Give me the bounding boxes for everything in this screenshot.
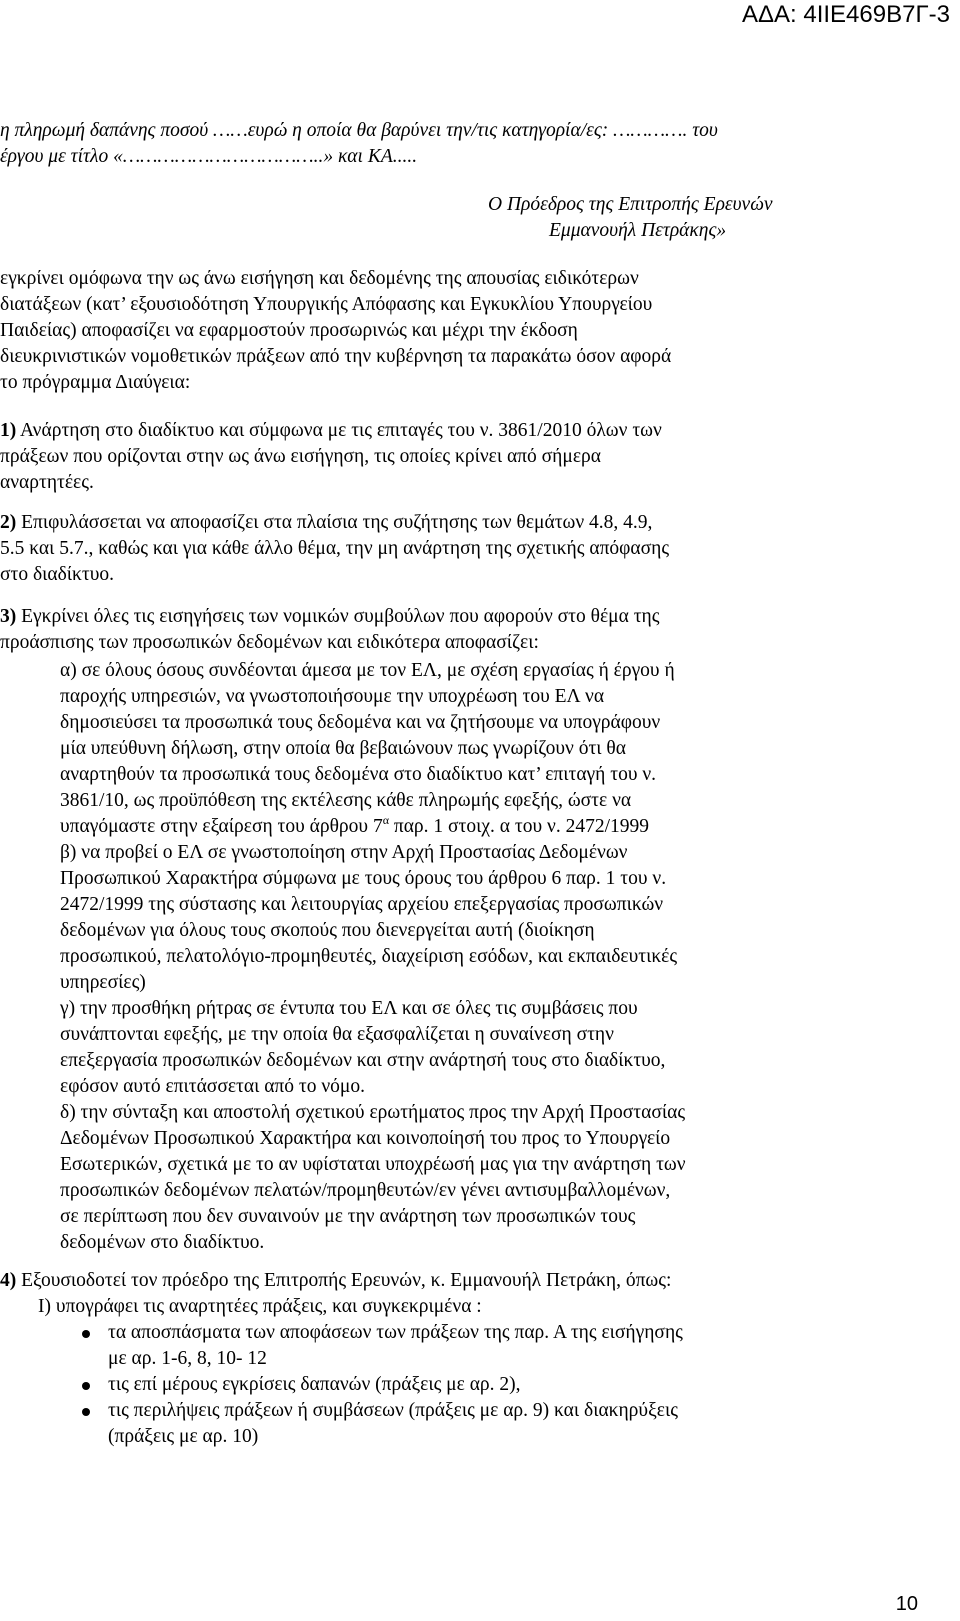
bullet-item-line: τα αποσπάσματα των αποφάσεων των πράξεων της παρ. Α της εισήγησης: [108, 1322, 683, 1343]
item-4-text: Εξουσιοδοτεί τον πρόεδρο της Επιτροπής Ερευνών, κ. Εμμανουήλ Πετράκη, όπως:: [16, 1270, 672, 1291]
bullet-item-line: τις επί μέρους εγκρίσεις δαπανών (πράξεις με αρ. 2),: [108, 1374, 521, 1395]
item-3d-line: προσωπικών δεδομένων πελατών/προμηθευτών/εν γένει αντισυμβαλλομένων,: [60, 1180, 671, 1201]
item-4-number: 4): [0, 1270, 17, 1291]
item-3a-line: δημοσιεύσει τα προσωπικά τους δεδομένα και να ζητήσουμε να υπογράφουν: [60, 712, 661, 733]
decision-line: εγκρίνει ομόφωνα την ως άνω εισήγηση και δεδομένης της απουσίας ειδικότερων: [0, 268, 639, 289]
bullet-icon: [82, 1408, 90, 1416]
bullet-item-line: με αρ. 1-6, 8, 10- 12: [108, 1348, 267, 1369]
item-3d-line: Εσωτερικών, σχετικά με το αν υφίσταται υποχρέωσή μας για την ανάρτηση των: [60, 1154, 686, 1175]
decision-line: Παιδείας) αποφασίζει να εφαρμοστούν προσωρινώς και μέχρι την έκδοση: [0, 320, 578, 341]
item-3a-line: αναρτηθούν τα προσωπικά τους δεδομένα στο διαδίκτυο κατ’ επιταγή του ν.: [60, 764, 657, 785]
decision-line: διατάξεων (κατ’ εξουσιοδότηση Υπουργικής Απόφασης και Εγκυκλίου Υπουργείου: [0, 294, 653, 315]
item-3d-line: Δεδομένων Προσωπικού Χαρακτήρα και κοινοποίησή του προς το Υπουργείο: [60, 1128, 671, 1149]
item-4-sub: Ι) υπογράφει τις αναρτητέες πράξεις, και συγκεκριμένα :: [38, 1296, 482, 1317]
item-3a-last-text: υπαγόμαστε στην εξαίρεση του άρθρου 7: [60, 816, 383, 837]
item-3a-line: μία υπεύθυνη δήλωση, στην οποία θα βεβαιώνουν πως γνωρίζουν ότι θα: [60, 738, 626, 759]
item-3b-line: υπηρεσίες): [60, 972, 146, 993]
item-3a-line: παροχής υπηρεσιών, να γνωστοποιήσουμε την υποχρέωση του ΕΛ να: [60, 686, 605, 707]
bullet-item-line: τις περιλήψεις πράξεων ή συμβάσεων (πράξεις με αρ. 9) και διακηρύξεις: [108, 1400, 678, 1421]
page-number: 10: [895, 1593, 918, 1615]
item-3b-line: Προσωπικού Χαρακτήρα σύμφωνα με τους όρους του άρθρου 6 παρ. 1 του ν.: [60, 868, 667, 889]
item-1-line: αναρτητέες.: [0, 472, 94, 493]
item-3b-line: β) να προβεί ο ΕΛ σε γνωστοποίηση στην Αρχή Προστασίας Δεδομένων: [60, 842, 628, 863]
item-3d-line: δεδομένων στο διαδίκτυο.: [60, 1232, 265, 1253]
item-2-number: 2): [0, 512, 17, 533]
item-3c-line: συνάπτονται εφεξής, με την οποία θα εξασφαλίζεται η συναίνεση στην: [60, 1024, 614, 1045]
item-2: [0, 510, 652, 536]
item-3-line: προάσπισης των προσωπικών δεδομένων και ειδικότερα αποφασίζει:: [0, 632, 539, 653]
item-3a-last-text-end: παρ. 1 στοιχ. α του ν. 2472/1999: [389, 816, 649, 837]
decision-line: το πρόγραμμα Διαύγεια:: [0, 372, 191, 393]
item-2-line: 5.5 και 5.7., καθώς και για κάθε άλλο θέμα, την μη ανάρτηση της σχετικής απόφασης: [0, 538, 670, 559]
intro-line-2: έργου με τίτλο «……………………………..» και ΚΑ.....: [0, 146, 418, 167]
signer-name: Εμμανουήλ Πετράκης»: [549, 220, 727, 241]
item-3-text: Εγκρίνει όλες τις εισηγήσεις των νομικών συμβούλων που αφορούν στο θέμα της: [16, 606, 660, 627]
item-3-number: 3): [0, 606, 17, 627]
item-3a-line: 3861/10, ως προϋπόθεση της εκτέλεσης κάθε πληρωμής εφεξής, ώστε να: [60, 790, 632, 811]
item-1: [0, 418, 662, 444]
item-1-line: πράξεων που ορίζονται στην ως άνω εισήγηση, τις οποίες κρίνει από σήμερα: [0, 446, 601, 467]
signer-title: Ο Πρόεδρος της Επιτροπής Ερευνών: [488, 194, 773, 215]
item-3b-line: 2472/1999 της σύστασης και λειτουργίας αρχείου επεξεργασίας προσωπικών: [60, 894, 664, 915]
item-3d-line: σε περίπτωση που δεν συναινούν με την ανάρτηση των προσωπικών τους: [60, 1206, 636, 1227]
bullet-icon: [82, 1330, 90, 1338]
item-1-number: 1): [0, 420, 17, 441]
item-3b-line: προσωπικού, πελατολόγιο-προμηθευτές, διαχείριση εσόδων, και εκπαιδευτικές: [60, 946, 678, 967]
intro-line-1: η πληρωμή δαπάνης ποσού ……ευρώ η οποία θα βαρύνει την/τις κατηγορία/ες: …………. του: [0, 120, 718, 141]
item-1-text: Ανάρτηση στο διαδίκτυο και σύμφωνα με τις επιταγές του ν. 3861/2010 όλων των: [16, 420, 662, 441]
superscript: α: [382, 813, 389, 827]
item-2-text: Επιφυλάσσεται να αποφασίζει στα πλαίσια της συζήτησης των θεμάτων 4.8, 4.9,: [16, 512, 653, 533]
item-3a-last-line: [60, 814, 649, 840]
item-3c-line: γ) την προσθήκη ρήτρας σε έντυπα του ΕΛ και σε όλες τις συμβάσεις που: [60, 998, 638, 1019]
item-2-line: στο διαδίκτυο.: [0, 564, 115, 585]
decision-line: διευκρινιστικών νομοθετικών πράξεων από την κυβέρνηση τα παρακάτω όσον αφορά: [0, 346, 672, 367]
item-3b-line: δεδομένων για όλους τους σκοπούς που διενεργείται αυτή (διοίκηση: [60, 920, 595, 941]
item-3a-line: α) σε όλους όσους συνδέονται άμεσα με τον ΕΛ, με σχέση εργασίας ή έργου ή: [60, 660, 675, 681]
bullet-icon: [82, 1382, 90, 1390]
item-3c-line: εφόσον αυτό επιτάσσεται από το νόμο.: [60, 1076, 365, 1097]
item-4: [0, 1268, 671, 1294]
item-3d-line: δ) την σύνταξη και αποστολή σχετικού ερωτήματος προς την Αρχή Προστασίας: [60, 1102, 686, 1123]
bullet-item-line: (πράξεις με αρ. 10): [108, 1426, 259, 1447]
item-3c-line: επεξεργασία προσωπικών δεδομένων και στην ανάρτησή τους στο διαδίκτυο,: [60, 1050, 666, 1071]
ada-number: ΑΔΑ: 4ΙΙΕ469Β7Γ-3: [741, 1, 950, 28]
item-3: [0, 604, 659, 630]
